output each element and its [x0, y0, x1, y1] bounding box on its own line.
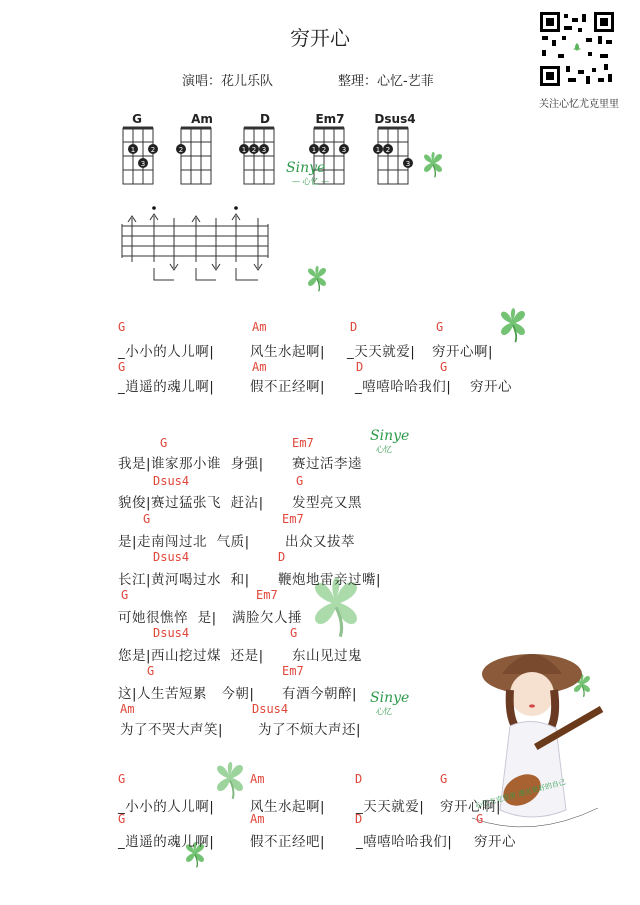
svg-text:2: 2: [321, 146, 327, 154]
chord-label: Em7: [256, 588, 278, 602]
brand-logo: Sinye 心忆: [370, 428, 410, 454]
brand-logo: Sinye — 心忆 —: [286, 160, 330, 186]
clover-icon: [490, 302, 536, 348]
svg-text:2: 2: [251, 146, 257, 154]
lyric-text: 您是|西山挖过煤 还是|: [118, 648, 264, 664]
lyric-text: 穷开心: [470, 379, 512, 395]
lyric-text: _嘻嘻哈哈我们|: [355, 379, 452, 395]
chord-label: G: [118, 812, 126, 826]
lyric-text: _天天就爱|: [347, 344, 416, 360]
lyric-text: _天天就爱|: [356, 799, 425, 815]
chord-label: G: [436, 320, 444, 334]
svg-text:3: 3: [341, 146, 347, 154]
lyric-text: 假不正经啊|: [250, 379, 326, 395]
chord-label: G: [143, 512, 151, 526]
strum-pattern: [118, 204, 278, 286]
clover-icon: [300, 262, 334, 296]
chord-label: Em7: [292, 436, 314, 450]
chord-label: G: [147, 664, 155, 678]
lyric-text: 鞭炮地雷亲过嘴|: [278, 572, 382, 588]
arranger-credit: 整理：心忆-艺菲: [338, 74, 434, 89]
chord-label: Dsus4: [252, 702, 289, 716]
svg-text:1: 1: [311, 146, 317, 154]
chord-label: Dsus4: [153, 550, 190, 564]
chord-label: Am: [120, 702, 135, 716]
chord-name-d: D: [260, 112, 270, 126]
chord-label: G: [118, 320, 126, 334]
chord-name-g: G: [132, 112, 142, 126]
lyric-text: 为了不哭大声笑|: [120, 722, 224, 738]
chord-label: G: [160, 436, 168, 450]
chord-label: Am: [250, 772, 265, 786]
chord-name-em7: Em7: [315, 112, 345, 126]
lyric-text: _嘻嘻哈哈我们|: [356, 834, 453, 850]
lyric-text: 是|走南闯过北 气质|: [118, 534, 250, 550]
chord-label: Dsus4: [153, 474, 190, 488]
svg-text:1: 1: [241, 146, 247, 154]
svg-text:2: 2: [385, 146, 391, 154]
chord-label: G: [121, 588, 129, 602]
chord-label: D: [350, 320, 358, 334]
chord-label: G: [440, 772, 448, 786]
chord-label: Am: [250, 812, 265, 826]
svg-text:3: 3: [140, 160, 146, 168]
chord-label: Em7: [282, 664, 304, 678]
lyric-text: 出众又拔萃: [285, 534, 355, 550]
svg-text:1: 1: [375, 146, 381, 154]
lyric-text: 穷开心: [474, 834, 516, 850]
lyric-text: 满脸欠人捶: [232, 610, 302, 626]
lyric-text: _逍遥的魂儿啊|: [118, 379, 215, 395]
lyric-text: 有酒今朝醉|: [282, 686, 358, 702]
chord-label: D: [355, 772, 363, 786]
lyric-text: 长江|黄河喝过水 和|: [118, 572, 250, 588]
lyric-text: 这|人生苦短累 今朝|: [118, 686, 255, 702]
lyric-text: 风生水起啊|: [250, 344, 326, 360]
chord-label: Dsus4: [153, 626, 190, 640]
qr-code: [538, 10, 616, 88]
clover-icon: [416, 148, 450, 182]
svg-text:2: 2: [178, 146, 184, 154]
svg-text:3: 3: [405, 160, 411, 168]
lyric-text: _小小的人儿啊|: [118, 799, 215, 815]
lyric-text: 我是|谁家那小谁 身强|: [118, 456, 264, 472]
lyric-text: 赛过活李逵: [292, 456, 362, 472]
song-title: 穷开心: [290, 26, 350, 50]
svg-text:1: 1: [130, 146, 136, 154]
chord-label: G: [440, 360, 448, 374]
chord-name-am: Am: [191, 112, 213, 126]
svg-text:3: 3: [261, 146, 267, 154]
chord-label: D: [355, 812, 363, 826]
chord-label: G: [290, 626, 298, 640]
lyric-text: 东山见过鬼: [292, 648, 362, 664]
lyric-text: 风生水起啊|: [250, 799, 326, 815]
lyric-text: _小小的人儿啊|: [118, 344, 215, 360]
lyric-text: 穷开心啊|: [440, 799, 502, 815]
brand-logo: Sinye 心忆: [370, 690, 410, 716]
chord-label: D: [356, 360, 364, 374]
lyric-text: 穷开心啊|: [432, 344, 494, 360]
chord-label: G: [476, 812, 484, 826]
lyric-text: 发型亮又黑: [292, 495, 362, 511]
qr-caption: 关注心忆尤克里里: [539, 99, 619, 110]
svg-text:心忆尤克里里 遇见更好的自己: 心忆尤克里里 遇见更好的自己: [474, 778, 567, 810]
chord-label: Am: [252, 360, 267, 374]
lyric-text: 貌俊|赛过猛张飞 赶沾|: [118, 495, 264, 511]
chord-label: G: [118, 360, 126, 374]
chord-label: D: [278, 550, 286, 564]
lyric-text: 可她很憔悴 是|: [118, 610, 217, 626]
chord-label: G: [296, 474, 304, 488]
singer-credit: 演唱：花儿乐队: [182, 74, 274, 89]
chord-label: Am: [252, 320, 267, 334]
chord-label: G: [118, 772, 126, 786]
chord-name-dsus4: Dsus4: [374, 112, 416, 126]
svg-text:2: 2: [150, 146, 156, 154]
lyric-text: 假不正经吧|: [250, 834, 326, 850]
lyric-text: _逍遥的魂儿啊|: [118, 834, 215, 850]
chord-label: Em7: [282, 512, 304, 526]
lyric-text: 为了不烦大声还|: [258, 722, 362, 738]
